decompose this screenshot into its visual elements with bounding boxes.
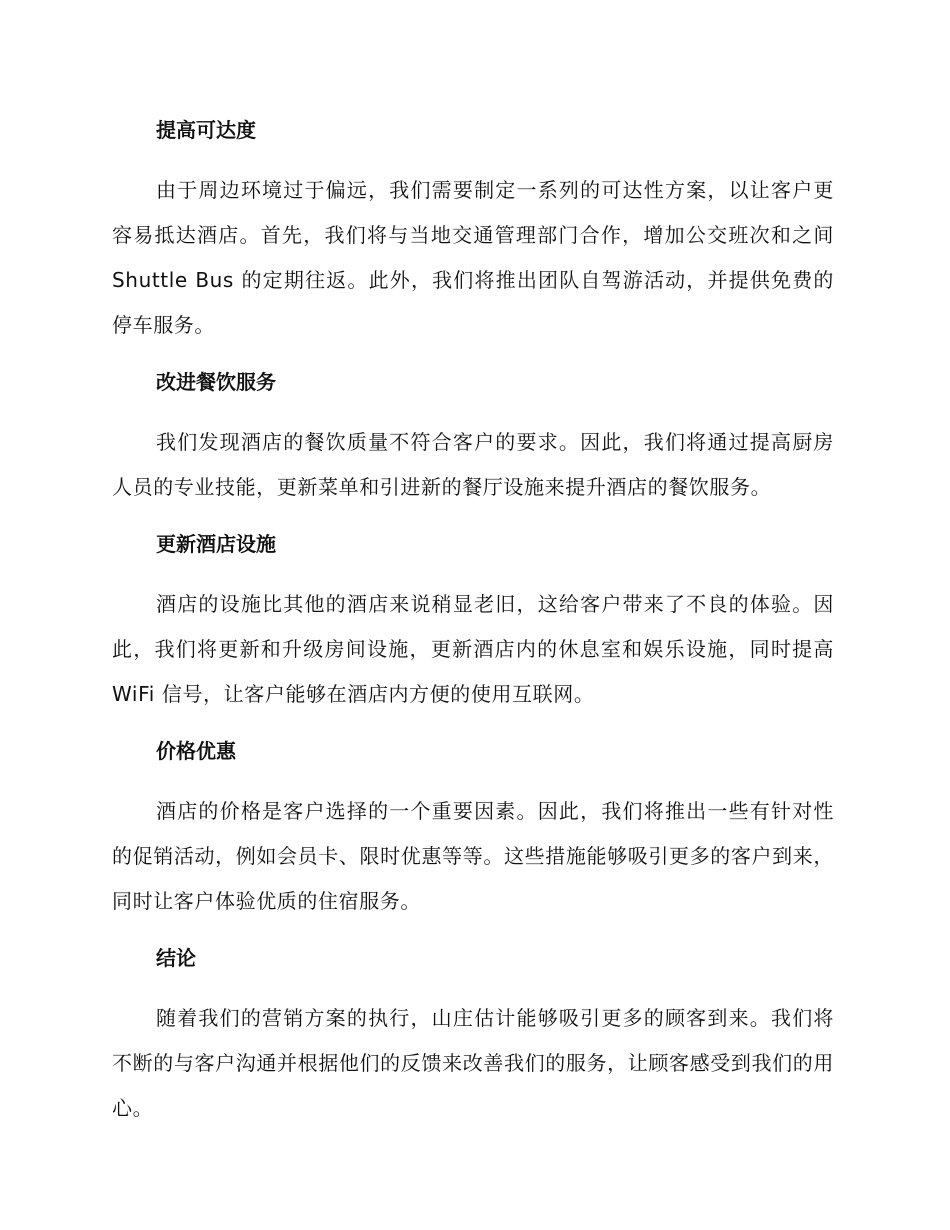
section-heading-accessibility: 提高可达度 bbox=[156, 118, 256, 142]
section-heading-pricing: 价格优惠 bbox=[156, 739, 236, 763]
section-paragraph-conclusion: 随着我们的营销方案的执行，山庄估计能够吸引更多的顾客到来。我们将不断的与客户沟通并根据他们的反馈来改善我们的服务，让顾客感受到我们的用心。 bbox=[112, 1006, 834, 1120]
section-paragraph-pricing: 酒店的价格是客户选择的一个重要因素。因此，我们将推出一些有针对性的促销活动，例如会员卡、限时优惠等等。这些措施能够吸引更多的客户到来，同时让客户体验优质的住宿服务。 bbox=[112, 799, 834, 913]
section-paragraph-dining: 我们发现酒店的餐饮质量不符合客户的要求。因此，我们将通过提高厨房人员的专业技能，更新菜单和引进新的餐厅设施来提升酒店的餐饮服务。 bbox=[112, 430, 834, 499]
section-paragraph-accessibility: 由于周边环境过于偏远，我们需要制定一系列的可达性方案，以让客户更容易抵达酒店。首先，我们将与当地交通管理部门合作，增加公交班次和之间 Shuttle Bus 的定期往返。此外，我们将推出团队自驾游活动，并提供免费的停车服务。 bbox=[112, 178, 834, 337]
section-heading-conclusion: 结论 bbox=[156, 946, 196, 970]
document-page bbox=[112, 112, 834, 1131]
section-paragraph-facilities: 酒店的设施比其他的酒店来说稍显老旧，这给客户带来了不良的体验。因此，我们将更新和升级房间设施，更新酒店内的休息室和娱乐设施，同时提高 WiFi 信号，让客户能够在酒店内方便的使用互联网。 bbox=[112, 592, 834, 706]
section-heading-facilities: 更新酒店设施 bbox=[156, 532, 276, 556]
section-heading-dining: 改进餐饮服务 bbox=[156, 370, 276, 394]
